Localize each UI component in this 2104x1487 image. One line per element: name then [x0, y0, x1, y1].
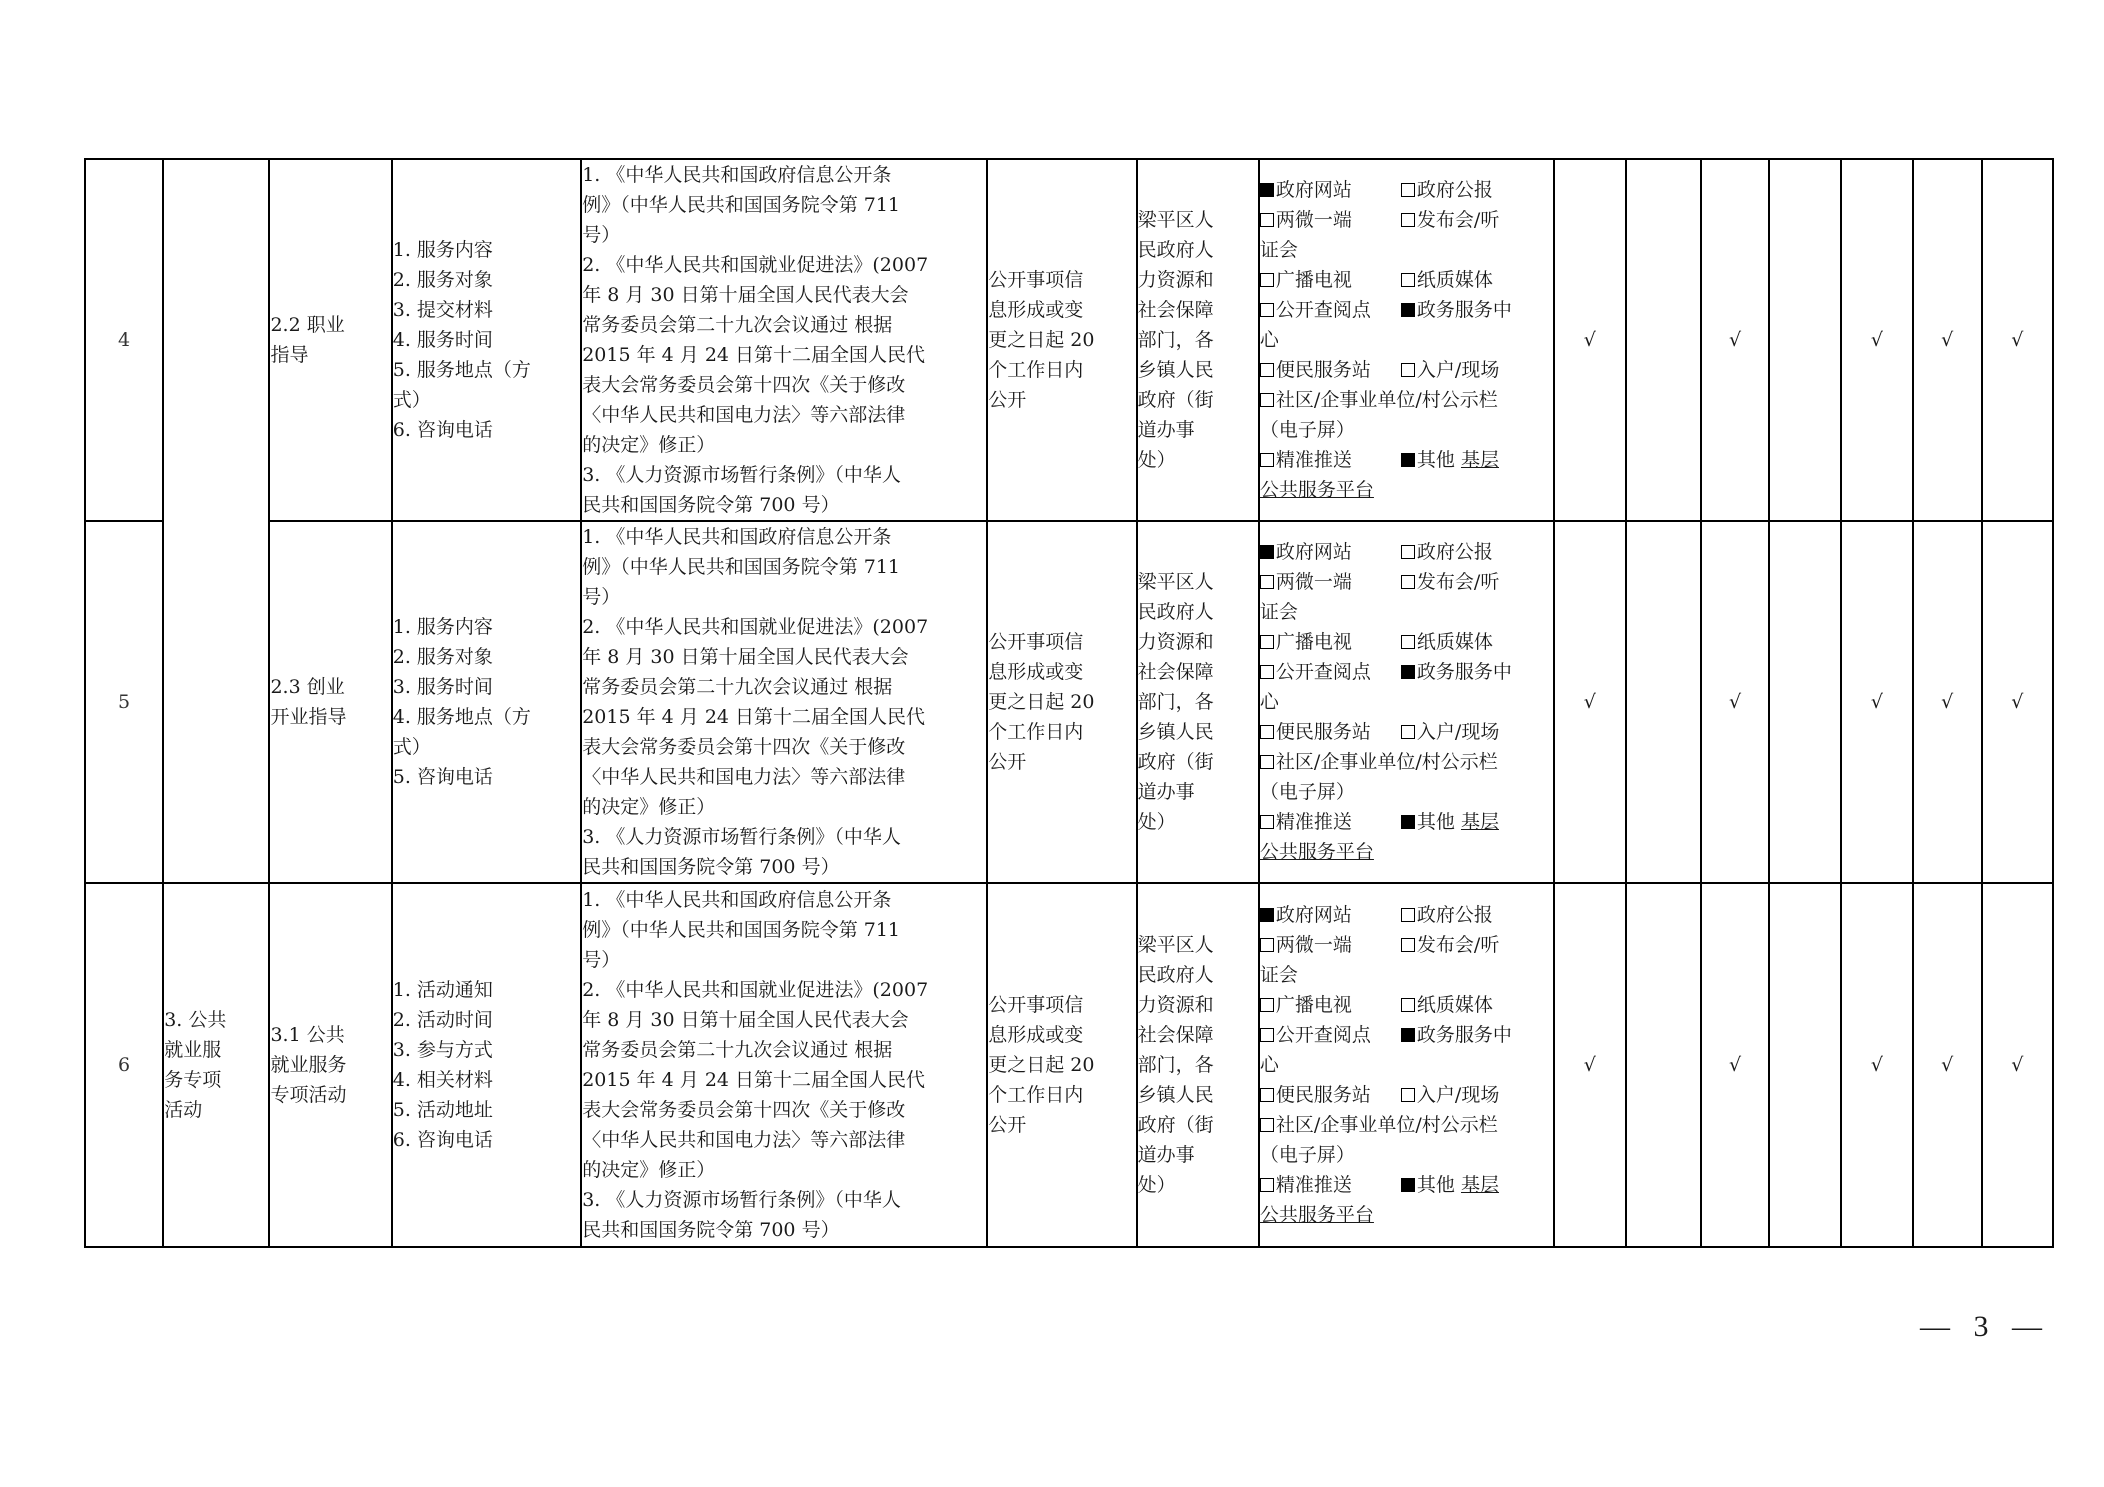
- check-mark: √: [1982, 521, 2053, 883]
- channels-cell: 政府网站 政府公报 两微一端 发布会/听 证会 广播电视 纸质媒体 公开查阅点 政务服务中 心 便民服务站 入户/现场 社区/企事业单位/村公示栏 （电子屏） 精准推送 其他 基层 公共服务平台: [1259, 521, 1554, 883]
- checkbox-checked-icon: [1260, 183, 1274, 197]
- check-mark: √: [1913, 521, 1982, 883]
- time-limit-cell: 公开事项信 息形成或变 更之日起 20 个工作日内 公开: [987, 159, 1136, 521]
- category-cell: 3. 公共 就业服 务专项 活动: [163, 883, 269, 1247]
- items-cell: 1. 活动通知 2. 活动时间 3. 参与方式 4. 相关材料 5. 活动地址 6. 咨询电话: [392, 883, 581, 1247]
- check-mark: √: [1701, 521, 1769, 883]
- checkbox-empty-icon: [1401, 273, 1415, 287]
- table-row: [85, 883, 2053, 1247]
- items-cell: 1. 服务内容 2. 服务对象 3. 服务时间 4. 服务地点（方 式） 5. 咨询电话: [392, 521, 581, 883]
- checkbox-empty-icon: [1401, 545, 1415, 559]
- check-mark: [1626, 521, 1701, 883]
- checkbox-empty-icon: [1260, 575, 1274, 589]
- check-mark: √: [1554, 159, 1626, 521]
- checkbox-empty-icon: [1260, 998, 1274, 1012]
- checkbox-empty-icon: [1260, 273, 1274, 287]
- check-mark: √: [1841, 883, 1912, 1247]
- checkbox-checked-icon: [1401, 665, 1415, 679]
- checkbox-empty-icon: [1260, 725, 1274, 739]
- row-number: 5: [85, 521, 163, 883]
- checkbox-checked-icon: [1401, 1028, 1415, 1042]
- check-mark: [1626, 159, 1701, 521]
- channels-cell: 政府网站 政府公报 两微一端 发布会/听 证会 广播电视 纸质媒体 公开查阅点 政务服务中 心 便民服务站 入户/现场 社区/企事业单位/村公示栏 （电子屏） 精准推送 其他 基层 公共服务平台: [1259, 159, 1554, 521]
- check-mark: √: [1982, 159, 2053, 521]
- checkbox-empty-icon: [1260, 363, 1274, 377]
- checkbox-empty-icon: [1260, 1178, 1274, 1192]
- checkbox-checked-icon: [1401, 815, 1415, 829]
- checkbox-empty-icon: [1260, 755, 1274, 769]
- check-mark: √: [1913, 883, 1982, 1247]
- subject-cell: 梁平区人 民政府人 力资源和 社会保障 部门，各 乡镇人民 政府（街 道办事 处）: [1137, 521, 1259, 883]
- time-limit-cell: 公开事项信 息形成或变 更之日起 20 个工作日内 公开: [987, 883, 1136, 1247]
- table-row: [85, 159, 2053, 521]
- checkbox-empty-icon: [1260, 453, 1274, 467]
- checkbox-empty-icon: [1260, 665, 1274, 679]
- checkbox-empty-icon: [1260, 1088, 1274, 1102]
- subcategory-cell: 2.2 职业 指导: [269, 159, 391, 521]
- row-number: 6: [85, 883, 163, 1247]
- checkbox-empty-icon: [1401, 998, 1415, 1012]
- checkbox-empty-icon: [1260, 1028, 1274, 1042]
- category-cell: [163, 159, 269, 883]
- checkbox-empty-icon: [1260, 213, 1274, 227]
- checkbox-empty-icon: [1401, 1088, 1415, 1102]
- checkbox-empty-icon: [1401, 213, 1415, 227]
- legal-basis-cell: 1. 《中华人民共和国政府信息公开条 例》（中华人民共和国国务院令第 711 号） 2. 《中华人民共和国就业促进法》(2007 年 8 月 30 日第十届全国人民代表大会 常务委员会第二十九次会议通过 根据 2015 年 4 月 24 日第十二届全国人民代 表大会常务委员会第十四次《关于修改 〈中华人民共和国电力法〉等六部法律 的决定》修正） 3. 《人力资源市场暂行条例》（中华人 民共和国国务院令第 700 号）: [581, 159, 987, 521]
- checkbox-empty-icon: [1401, 938, 1415, 952]
- subcategory-cell: 2.3 创业 开业指导: [269, 521, 391, 883]
- checkbox-empty-icon: [1401, 725, 1415, 739]
- row-number: 4: [85, 159, 163, 521]
- legal-basis-cell: 1. 《中华人民共和国政府信息公开条 例》（中华人民共和国国务院令第 711 号） 2. 《中华人民共和国就业促进法》(2007 年 8 月 30 日第十届全国人民代表大会 常务委员会第二十九次会议通过 根据 2015 年 4 月 24 日第十二届全国人民代 表大会常务委员会第十四次《关于修改 〈中华人民共和国电力法〉等六部法律 的决定》修正） 3. 《人力资源市场暂行条例》（中华人 民共和国国务院令第 700 号）: [581, 521, 987, 883]
- checkbox-checked-icon: [1260, 908, 1274, 922]
- subject-cell: 梁平区人 民政府人 力资源和 社会保障 部门，各 乡镇人民 政府（街 道办事 处）: [1137, 159, 1259, 521]
- checkbox-empty-icon: [1401, 908, 1415, 922]
- check-mark: √: [1841, 521, 1912, 883]
- checkbox-empty-icon: [1401, 575, 1415, 589]
- check-mark: √: [1701, 883, 1769, 1247]
- time-limit-cell: 公开事项信 息形成或变 更之日起 20 个工作日内 公开: [987, 521, 1136, 883]
- checkbox-empty-icon: [1260, 303, 1274, 317]
- items-cell: 1. 服务内容 2. 服务对象 3. 提交材料 4. 服务时间 5. 服务地点（方 式） 6. 咨询电话: [392, 159, 581, 521]
- legal-basis-cell: 1. 《中华人民共和国政府信息公开条 例》（中华人民共和国国务院令第 711 号） 2. 《中华人民共和国就业促进法》(2007 年 8 月 30 日第十届全国人民代表大会 常务委员会第二十九次会议通过 根据 2015 年 4 月 24 日第十二届全国人民代 表大会常务委员会第十四次《关于修改 〈中华人民共和国电力法〉等六部法律 的决定》修正） 3. 《人力资源市场暂行条例》（中华人 民共和国国务院令第 700 号）: [581, 883, 987, 1247]
- checkbox-empty-icon: [1260, 393, 1274, 407]
- checkbox-empty-icon: [1401, 635, 1415, 649]
- checkbox-empty-icon: [1260, 635, 1274, 649]
- disclosure-table: [84, 158, 2054, 1248]
- checkbox-checked-icon: [1401, 453, 1415, 467]
- checkbox-checked-icon: [1260, 545, 1274, 559]
- checkbox-empty-icon: [1401, 363, 1415, 377]
- checkbox-empty-icon: [1260, 1118, 1274, 1132]
- check-mark: [1626, 883, 1701, 1247]
- check-mark: [1769, 159, 1841, 521]
- channels-cell: 政府网站 政府公报 两微一端 发布会/听 证会 广播电视 纸质媒体 公开查阅点 政务服务中 心 便民服务站 入户/现场 社区/企事业单位/村公示栏 （电子屏） 精准推送 其他 基层 公共服务平台: [1259, 883, 1554, 1247]
- check-mark: √: [1554, 521, 1626, 883]
- page-number: — 3 —: [1920, 1310, 2050, 1343]
- subcategory-cell: 3.1 公共 就业服务 专项活动: [269, 883, 391, 1247]
- check-mark: √: [1841, 159, 1912, 521]
- checkbox-empty-icon: [1401, 183, 1415, 197]
- checkbox-checked-icon: [1401, 1178, 1415, 1192]
- check-mark: √: [1701, 159, 1769, 521]
- check-mark: [1769, 883, 1841, 1247]
- checkbox-empty-icon: [1260, 815, 1274, 829]
- checkbox-checked-icon: [1401, 303, 1415, 317]
- check-mark: √: [1913, 159, 1982, 521]
- table-row: [85, 521, 2053, 883]
- subject-cell: 梁平区人 民政府人 力资源和 社会保障 部门，各 乡镇人民 政府（街 道办事 处）: [1137, 883, 1259, 1247]
- check-mark: √: [1982, 883, 2053, 1247]
- check-mark: √: [1554, 883, 1626, 1247]
- check-mark: [1769, 521, 1841, 883]
- checkbox-empty-icon: [1260, 938, 1274, 952]
